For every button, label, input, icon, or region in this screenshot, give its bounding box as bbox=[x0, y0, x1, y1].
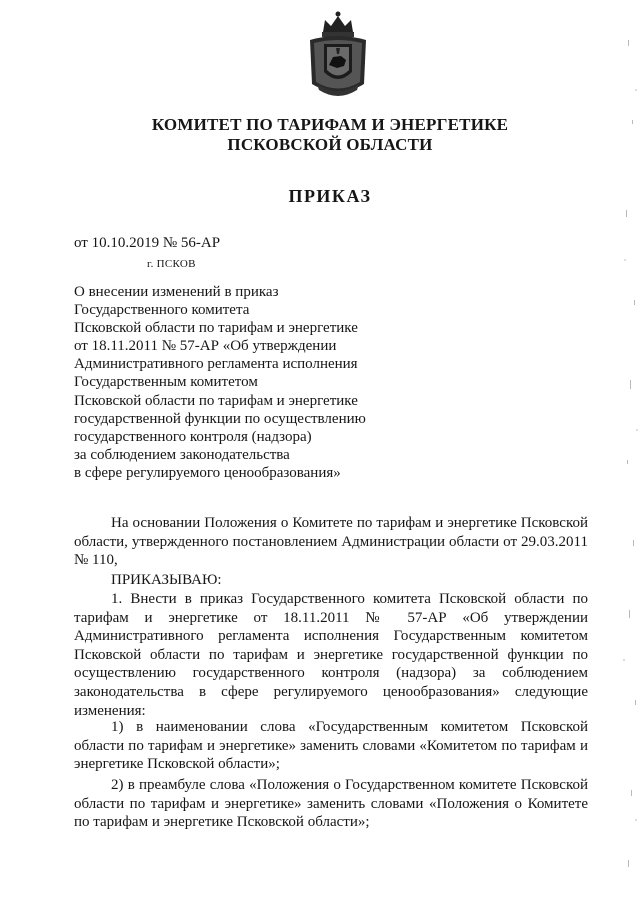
scan-edge-noise bbox=[606, 0, 640, 905]
subject-line: Государственным комитетом bbox=[74, 374, 258, 391]
city-label: г. ПСКОВ bbox=[147, 258, 196, 270]
subitem-2-text: 2) в преамбуле слова «Положения о Государственном комитете Псковской области по тарифам и энергетике» заменить словами «Положения о Комитете по тарифам и энергетике Псковской области»; bbox=[74, 777, 588, 831]
date-number: от 10.10.2019 № 56-АР bbox=[74, 235, 221, 251]
subitem-1-paragraph bbox=[74, 718, 588, 774]
item-1-paragraph bbox=[74, 590, 588, 720]
subject-block bbox=[74, 283, 366, 482]
subject-line: Административного регламента исполнения bbox=[74, 356, 358, 373]
organization-name-line1: КОМИТЕТ ПО ТАРИФАМ И ЭНЕРГЕТИКЕ bbox=[151, 115, 509, 134]
subject-line: О внесении изменений в приказ bbox=[74, 284, 279, 300]
subject-line: в сфере регулируемого ценообразования» bbox=[74, 464, 341, 481]
subject-line: Псковской области по тарифам и энергетике bbox=[74, 320, 358, 337]
subitem-1-text: 1) в наименовании слова «Государственным комитетом Псковской области по тарифам и энергетике» заменить словами «Комитетом по тарифам и энергетике Псковской области»; bbox=[74, 719, 588, 773]
subject-line: за соблюдением законодательства bbox=[74, 446, 290, 463]
subject-line: от 18.11.2011 № 57-АР «Об утверждении bbox=[74, 338, 337, 355]
order-word-paragraph bbox=[74, 571, 588, 590]
pskov-coat-of-arms-icon bbox=[307, 10, 369, 102]
basis-text: На основании Положения о Комитете по тарифам и энергетике Псковской области, утвержденного постановлением Администрации области от 29.03.2011 № 110, bbox=[74, 515, 588, 569]
subject-line: государственного контроля (надзора) bbox=[74, 428, 312, 445]
subject-line: Государственного комитета bbox=[74, 302, 250, 319]
subject-line: Псковской области по тарифам и энергетике bbox=[74, 392, 358, 409]
organization-name-line2: ПСКОВСКОЙ ОБЛАСТИ bbox=[227, 135, 433, 154]
document-type-title: ПРИКАЗ bbox=[288, 186, 372, 206]
subitem-2-paragraph bbox=[74, 776, 588, 832]
subject-line: государственной функции по осуществлению bbox=[74, 410, 366, 427]
order-word: ПРИКАЗЫВАЮ: bbox=[111, 572, 222, 588]
item-1-text: 1. Внести в приказ Государственного комитета Псковской области по тарифам и энергетике от 18.11.2011 № 57-АР «Об утверждении Административного регламента исполнения Государственным комитетом Псковской области по тарифам и энергетике государственной функции по осуществлению государственного контроля (надзора) за соблюдением законодательства в сфере регулируемого ценообразования» следующие изменения: bbox=[74, 591, 588, 719]
basis-paragraph bbox=[74, 514, 588, 570]
